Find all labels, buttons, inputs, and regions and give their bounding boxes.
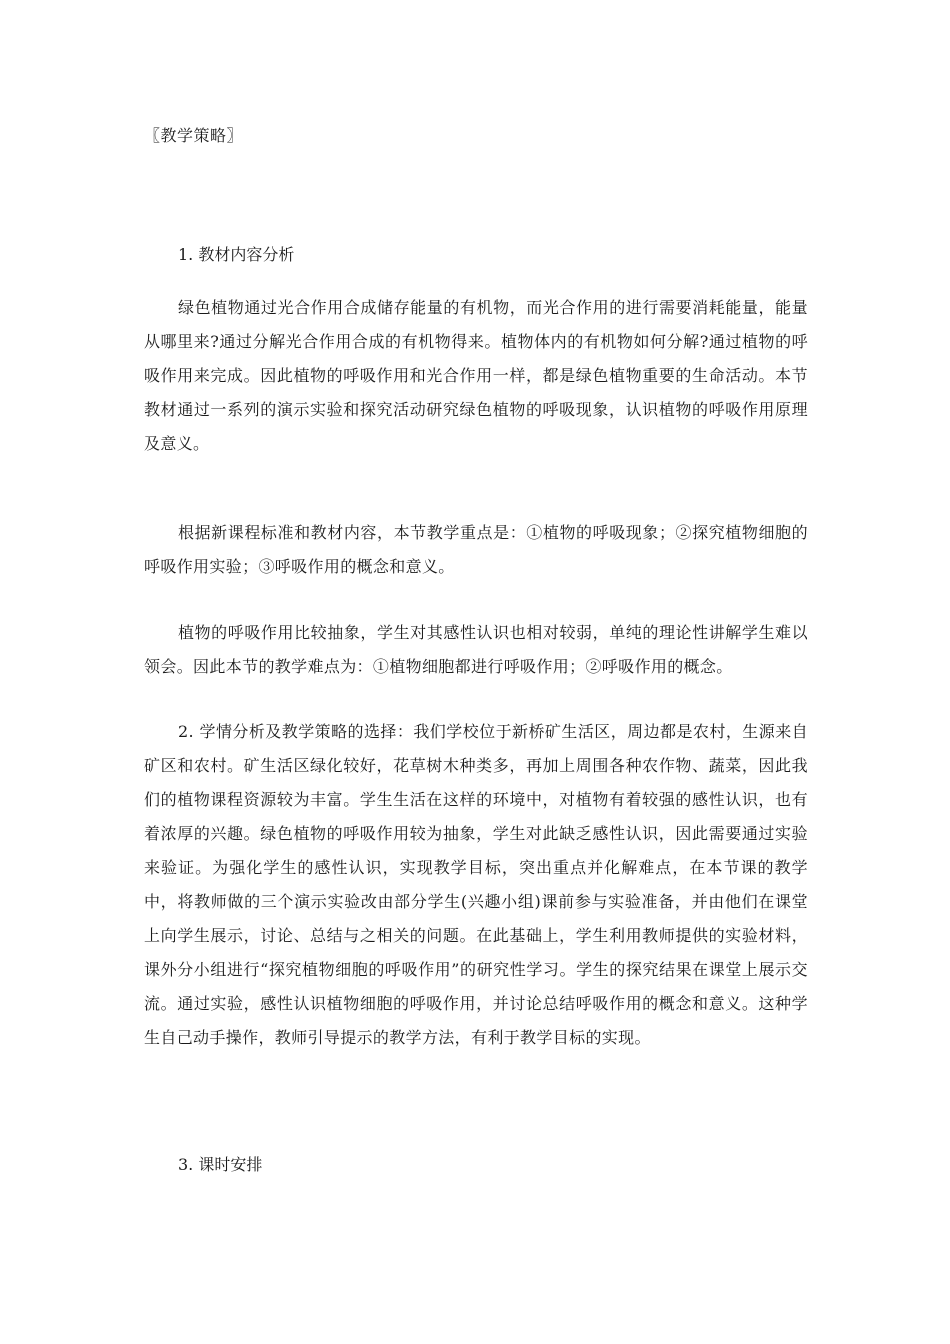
teaching-focus-paragraph: 根据新课程标准和教材内容，本节教学重点是：①植物的呼吸现象；②探究植物细胞的呼吸作用实验；③呼吸作用的概念和意义。: [144, 523, 808, 576]
textbook-analysis-paragraph: 绿色植物通过光合作用合成储存能量的有机物，而光合作用的进行需要消耗能量，能量从哪里来?通过分解光合作用合成的有机物得来。植物体内的有机物如何分解?通过植物的呼吸作用来完成。因此植物的呼吸作用和光合作用一样，都是绿色植物重要的生命活动。本节教材通过一系列的演示实验和探究活动研究绿色植物的呼吸现象，认识植物的呼吸作用原理及意义。: [144, 298, 808, 453]
teaching-difficulty-paragraph: 植物的呼吸作用比较抽象，学生对其感性认识也相对较弱，单纯的理论性讲解学生难以领会。因此本节的教学难点为：①植物细胞都进行呼吸作用；②呼吸作用的概念。: [144, 623, 808, 676]
section-1-title: 1. 教材内容分析: [178, 245, 295, 264]
teaching-strategy-heading: 〖教学策略〗: [144, 126, 244, 145]
learner-analysis-paragraph: 2. 学情分析及教学策略的选择：我们学校位于新桥矿生活区，周边都是农村，生源来自矿区和农村。矿生活区绿化较好，花草树木种类多，再加上周围各种农作物、蔬菜，因此我们的植物课程资源较为丰富。学生生活在这样的环境中，对植物有着较强的感性认识，也有着浓厚的兴趣。绿色植物的呼吸作用较为抽象，学生对此缺乏感性认识，因此需要通过实验来验证。为强化学生的感性认识，实现教学目标，突出重点并化解难点，在本节课的教学中，将教师做的三个演示实验改由部分学生(兴趣小组)课前参与实验准备，并由他们在课堂上向学生展示，讨论、总结与之相关的问题。在此基础上，学生利用教师提供的实验材料，课外分小组进行“探究植物细胞的呼吸作用”的研究性学习。学生的探究结果在课堂上展示交流。通过实验，感性认识植物细胞的呼吸作用，并讨论总结呼吸作用的概念和意义。这种学生自己动手操作，教师引导提示的教学方法，有利于教学目标的实现。: [144, 722, 808, 1047]
section-3-title: 3. 课时安排: [178, 1155, 263, 1174]
